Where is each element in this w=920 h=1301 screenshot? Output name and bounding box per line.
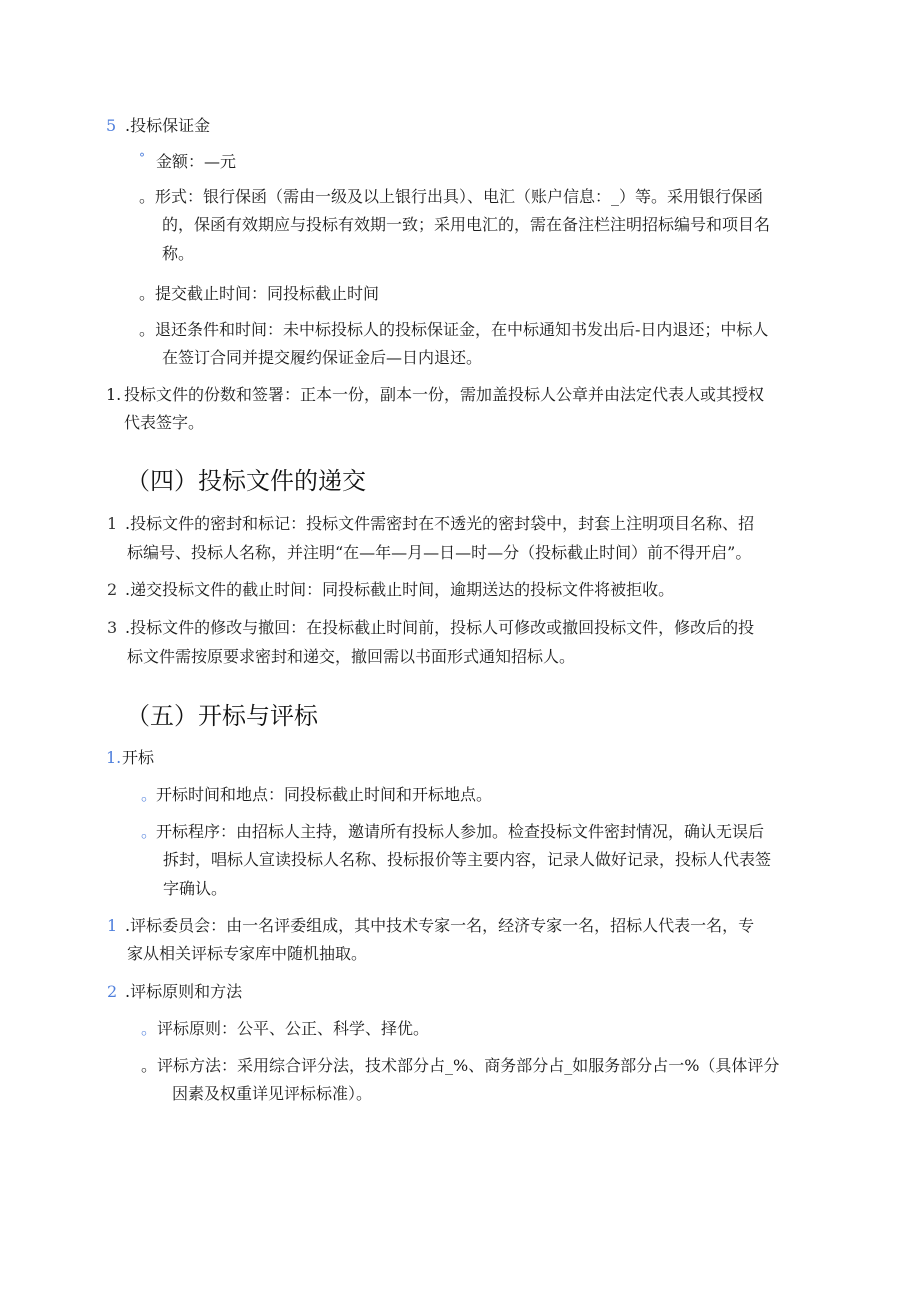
seal-line2: 标编号、投标人名称，并注明“在—年—月—日—时—分（投标截止时间）前不得开启”。 xyxy=(127,543,752,562)
opening-procedure-line1: 开标程序：由招标人主持，邀请所有投标人参加。检查投标文件密封情况，确认无误后 xyxy=(156,822,765,841)
opening-title: 开标 xyxy=(122,748,155,767)
opening-procedure-line2: 拆封，唱标人宣读投标人名称、投标报价等主要内容，记录人做好记录，投标人代表签 xyxy=(163,850,772,869)
bullet-marker: 。 xyxy=(139,320,156,339)
bullet-marker: 。 xyxy=(141,1056,158,1075)
bullet-marker: 。 xyxy=(141,822,158,841)
opening-procedure-line3: 字确认。 xyxy=(163,879,228,898)
committee-line2: 家从相关评标专家库中随机抽取。 xyxy=(127,944,368,963)
submit-deadline: .递交投标文件的截止时间：同投标截止时间，逾期送达的投标文件将被拒收。 xyxy=(125,580,675,599)
bullet-marker: 。 xyxy=(141,1019,158,1038)
evaluation-principle: 评标原则：公平、公正、科学、择优。 xyxy=(157,1019,430,1038)
bond-form-line2: 的，保函有效期应与投标有效期一致；采用电汇的，需在备注栏注明招标编号和项目名 xyxy=(162,215,771,234)
bond-refund-line1: 退还条件和时间：未中标投标人的投标保证金，在中标通知书发出后-日内退还；中标人 xyxy=(155,320,769,339)
list-number: 1. xyxy=(106,748,122,767)
bond-form-line1: 形式：银行保函（需由一级及以上银行出具）、电汇（账户信息：_）等。采用银行保函 xyxy=(155,187,764,206)
bond-title: .投标保证金 xyxy=(125,116,211,135)
list-number: 3 xyxy=(107,618,118,637)
evaluation-method-line1: 评标方法：采用综合评分法，技术部分占_%、商务部分占_如服务部分占一%（具体评分 xyxy=(157,1056,780,1075)
copies-line2: 代表签字。 xyxy=(124,413,205,432)
list-number: 2 xyxy=(107,580,118,599)
committee-line1: .评标委员会：由一名评委组成，其中技术专家一名，经济专家一名，招标人代表一名，专 xyxy=(125,916,755,935)
section-heading-4: （四）投标文件的递交 xyxy=(126,467,366,495)
section-heading-5: （五）开标与评标 xyxy=(126,702,318,730)
evaluation-method-line2: 因素及权重详见评标标准）。 xyxy=(172,1084,373,1103)
bond-refund-line2: 在签订合同并提交履约保证金后—日内退还。 xyxy=(162,348,483,367)
bullet-marker: 。 xyxy=(139,284,156,303)
list-number: 1. xyxy=(106,385,122,404)
list-number: 2 xyxy=(107,982,118,1001)
list-number: 1 xyxy=(107,916,118,935)
modify-line2: 标文件需按原要求密封和递交，撤回需以书面形式通知招标人。 xyxy=(127,647,576,666)
modify-line1: .投标文件的修改与撤回：在投标截止时间前，投标人可修改或撤回投标文件，修改后的投 xyxy=(125,618,755,637)
seal-line1: .投标文件的密封和标记：投标文件需密封在不透光的密封袋中，封套上注明项目名称、招 xyxy=(125,514,755,533)
copies-line1: 投标文件的份数和签署：正本一份，副本一份，需加盖投标人公章并由法定代表人或其授权 xyxy=(124,385,765,404)
opening-time: 开标时间和地点：同投标截止时间和开标地点。 xyxy=(156,785,493,804)
list-number: 5 xyxy=(106,116,117,135)
bond-form-line3: 称。 xyxy=(162,244,195,263)
bullet-marker: ° xyxy=(139,151,145,165)
bond-amount: 金额：—元 xyxy=(156,152,237,171)
list-number: 1 xyxy=(107,514,118,533)
principles-title: .评标原则和方法 xyxy=(125,982,243,1001)
bond-deadline: 提交截止时间：同投标截止时间 xyxy=(155,284,380,303)
bullet-marker: 。 xyxy=(139,187,156,206)
bullet-marker: 。 xyxy=(141,785,158,804)
